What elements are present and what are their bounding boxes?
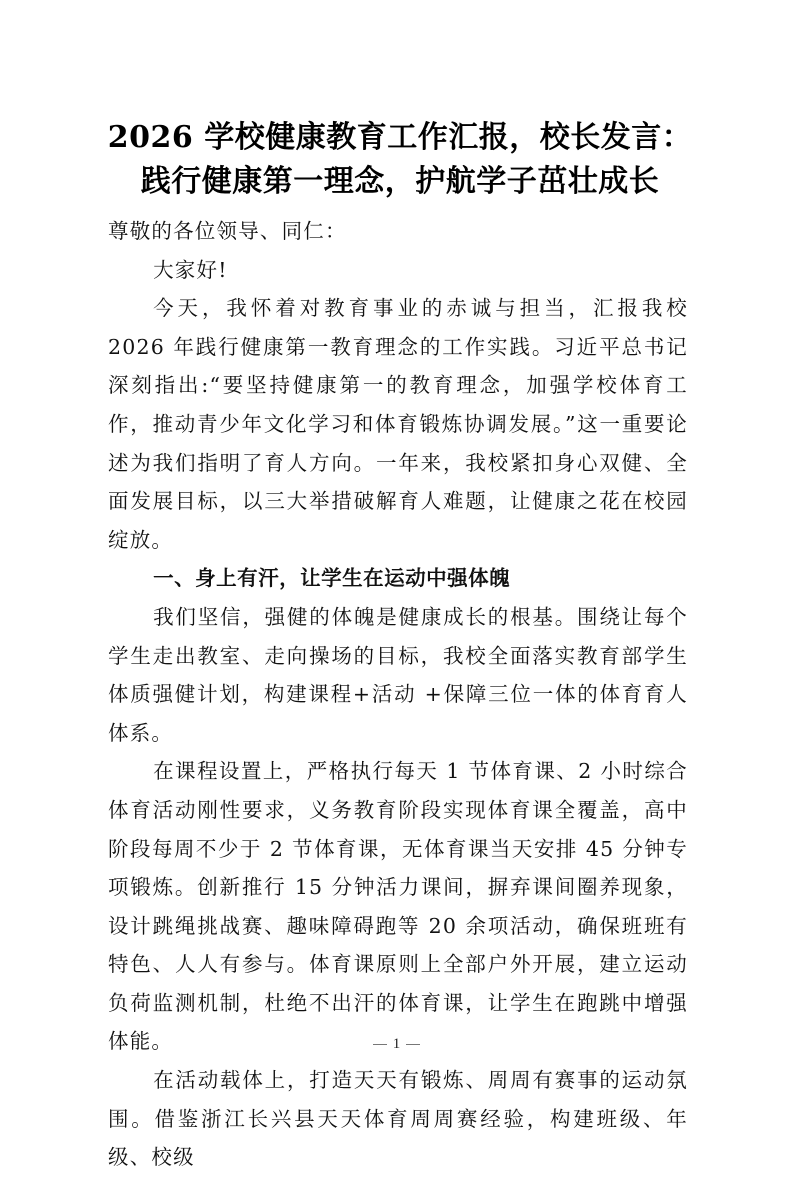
section-1-paragraph-3: 在活动载体上，打造天天有锻炼、周周有赛事的运动氛围。借鉴浙江长兴县天天体育周周赛经验，构建班级、年级、校级 <box>108 1068 688 1170</box>
document-body <box>108 212 688 1177</box>
section-heading-1: 一、身上有汗，让学生在运动中强体魄 <box>153 566 511 591</box>
greeting: 大家好! <box>153 257 228 282</box>
page-number: 1 <box>392 1036 401 1052</box>
salutation: 尊敬的各位领导、同仁： <box>108 219 347 243</box>
page-footer <box>0 1036 793 1053</box>
intro-paragraph: 今天，我怀着对教育事业的赤诚与担当，汇报我校 2026 年践行健康第一教育理念的工作实践。习近平总书记深刻指出:“要坚持健康第一的教育理念，加强学校体育工作，推动青少年文化学习和体育锻炼协调发展。”这一重要论述为我们指明了育人方向。一年来，我校紧扣身心双健、全面发展目标，以三大举措破解育人难题，让健康之花在校园绽放。 <box>108 296 688 552</box>
section-1-paragraph-2: 在课程设置上，严格执行每天 1 节体育课、2 小时综合体育活动刚性要求，义务教育阶段实现体育课全覆盖，高中阶段每周不少于 2 节体育课，无体育课当天安排 45 分钟专项锻炼。创新推行 15 分钟活力课间，摒弃课间圈养现象，设计跳绳挑战赛、趣味障碍跑等 20 余项活动，确保班班有特色、人人有参与。体育课原则上全部户外开展，建立运动负荷监测机制，杜绝不出汗的体育课，让学生在跑跳中增强体能。 <box>108 759 688 1054</box>
section-1-paragraph-1: 我们坚信，强健的体魄是健康成长的根基。围绕让每个学生走出教室、走向操场的目标，我校全面落实教育部学生体质强健计划，构建课程+活动 +保障三位一体的体育育人体系。 <box>108 604 688 745</box>
document-title <box>100 116 700 204</box>
title-line-1: 2026 学校健康教育工作汇报，校长发言： <box>107 120 693 155</box>
footer-dash-left <box>373 1044 387 1045</box>
footer-dash-right <box>406 1044 420 1045</box>
title-line-2: 践行健康第一理念，护航学子茁壮成长 <box>140 164 660 199</box>
